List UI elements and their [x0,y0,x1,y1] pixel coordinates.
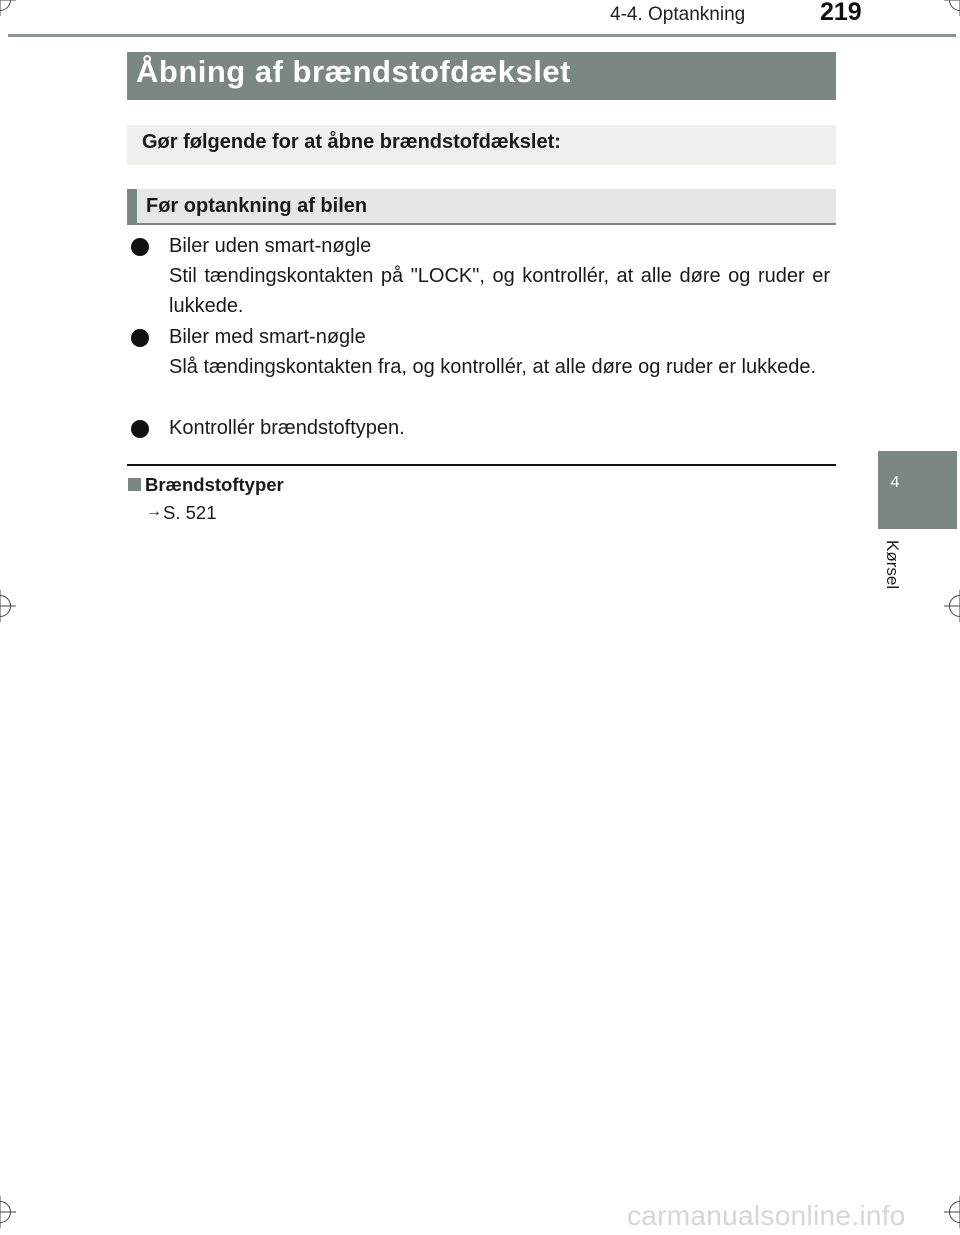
bullet-body: Slå tændingskontakten fra, og kontrollér, at alle døre og ruder er lukkede. [169,356,817,378]
page-title: Åbning af brændstofdækslet [136,54,571,89]
footnote-divider [127,464,836,466]
chapter-number: 4 [890,474,900,491]
subheading: Før optankning af bilen [146,195,368,217]
footnote-title: Brændstoftyper [145,474,284,495]
intro-text: Gør følgende for at åbne brændstofdækslet: [142,131,561,153]
chapter-label: Kørsel [883,540,902,590]
registration-mark-top-right [949,0,960,11]
registration-mark-top-left [0,0,11,11]
bullet-body: Stil tændingskontakten på "LOCK", og kontrollér, at alle døre og ruder er lukkede. [169,265,830,317]
header-divider [8,34,956,37]
registration-mark-mid-left [0,595,11,617]
registration-mark-bottom-left [0,1201,11,1223]
bullet-dot-icon [131,238,149,256]
page-number: 219 [820,0,862,26]
page-reference-link[interactable]: S. 521 [163,502,217,523]
section-label: 4-4. Optankning [610,4,746,25]
subheading-accent [127,189,137,225]
bullet-heading: Biler uden smart-nøgle [169,235,372,257]
square-bullet-icon [128,478,141,491]
bullet-dot-icon [131,420,149,438]
arrow-right-icon: → [146,503,162,520]
bullet-heading: Biler med smart-nøgle [169,326,366,348]
bullet-dot-icon [131,329,149,347]
registration-mark-mid-right [949,595,960,617]
bullet-heading: Kontrollér brændstoftypen. [169,417,405,439]
watermark: carmanualsonline.info [627,1200,906,1231]
registration-mark-bottom-right [949,1201,960,1223]
